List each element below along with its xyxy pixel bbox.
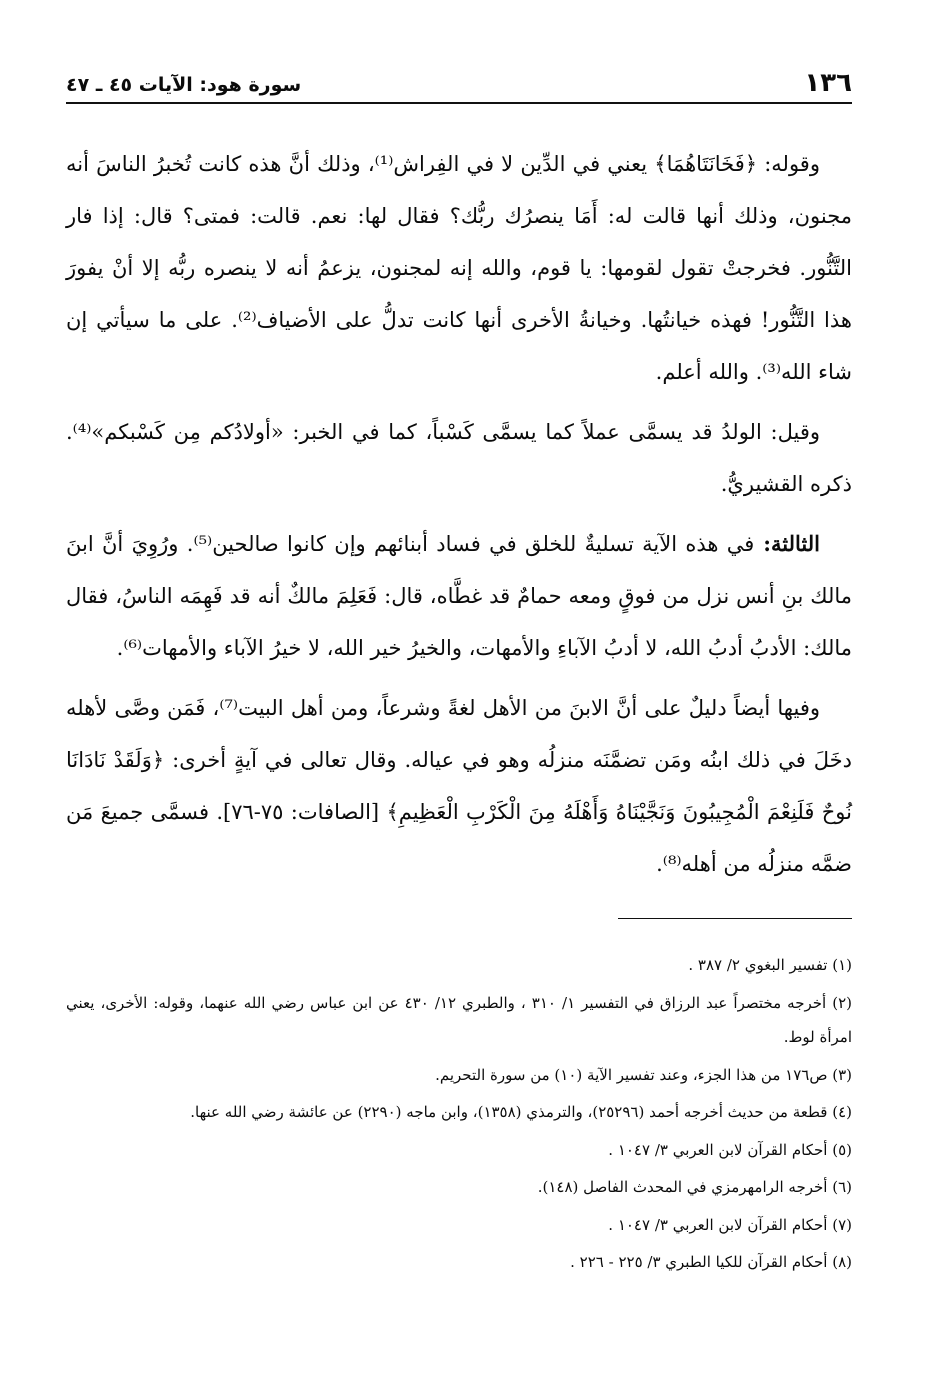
paragraph-text: وفيها أيضاً دليلٌ على أنَّ الابنَ من الأهل لغةً وشرعاً، ومن أهل البيت⁽⁷⁾، فَمَن وصَّى لأهله دخَلَ في ذلك ابنُه ومَن تضمَّنَه منزلُه وهو في عياله. وقال تعالى في آيةٍ أخرى: ﴿وَلَقَدْ نَادَانَا نُوحٌ فَلَنِعْمَ الْمُجِيبُونَ وَنَجَّيْنَاهُ وَأَهْلَهُ مِنَ الْكَرْبِ الْعَظِيمِ﴾ [الصافات: ٧٥-٧٦]. فسمَّى جميعَ مَن ضمَّه منزلُه من أهله⁽⁸⁾. (66, 696, 852, 876)
paragraph (66, 682, 852, 890)
running-header (66, 62, 852, 104)
footnotes (66, 948, 852, 1283)
paragraph (66, 518, 852, 674)
footnote-divider (618, 918, 852, 919)
footnote: (٨) أحكام القرآن للكيا الطبري ٣/ ٢٢٥ - ٢٢٦ . (570, 1253, 852, 1271)
paragraph-text: في هذه الآية تسليةٌ للخلق في فساد أبنائهم وإن كانوا صالحين⁽⁵⁾. ورُوِيَ أنَّ ابنَ مالك بنِ أنس نزل من فوقٍ ومعه حمامٌ قد غطَّاه، قال: فَعَلِمَ مالكٌ أنه قد فَهِمَه الناسُ، فقال مالك: الأدبُ أدبُ الله، لا أدبُ الآباءِ والأمهات، والخيرُ خير الله، لا خيرُ الآباء والأمهات⁽⁶⁾. (66, 532, 852, 660)
footnote: (٤) قطعة من حديث أخرجه أحمد (٢٥٢٩٦)، والترمذي (١٣٥٨)، وابن ماجه (٢٢٩٠) عن عائشة رضي الله عنها. (190, 1103, 852, 1121)
paragraph (66, 406, 852, 510)
footnote: (٧) أحكام القرآن لابن العربي ٣/ ١٠٤٧ . (608, 1215, 852, 1234)
paragraph (66, 138, 852, 398)
paragraph-lead: الثالثة: (754, 531, 821, 556)
footnote: (٥) أحكام القرآن لابن العربي ٣/ ١٠٤٧ . (608, 1140, 852, 1159)
paragraph-text: وقيل: الولدُ قد يسمَّى عملاً كما يسمَّى كَسْباً، كما في الخبر: «أولادُكم مِن كَسْبكم»⁽⁴⁾. ذكره القشيريُّ. (66, 420, 852, 496)
footnote: (٣) ص١٧٦ من هذا الجزء، وعند تفسير الآية (١٠) من سورة التحريم. (435, 1065, 852, 1084)
footnote: (٦) أخرجه الرامهرمزي في المحدث الفاصل (١٤٨). (537, 1178, 852, 1196)
page-number: ١٣٦ (804, 68, 852, 98)
surah-title: سورة هود: الآيات ٤٥ ـ ٤٧ (66, 74, 302, 96)
footnote: (٢) أخرجه مختصراً عبد الرزاق في التفسير ١/ ٣١٠ ، والطبري ١٢/ ٤٣٠ عن ابن عباس رضي الله عنهما، وقوله: الأخرى، يعني امرأة لوط. (66, 993, 852, 1046)
footnote: (١) تفسير البغوي ٢/ ٣٨٧ . (688, 956, 852, 974)
main-text (66, 138, 852, 898)
paragraph-text: وقوله: ﴿فَخَانَتَاهُمَا﴾ يعني في الدِّين لا في الفِراش⁽¹⁾، وذلك أنَّ هذه كانت تُخبرُ الناسَ أنه مجنون، وذلك أنها قالت له: أَمَا ينصرُك ربُّك؟ فقال لها: نعم. قالت: فمتى؟ قال: إذا فار التَّنُّور. فخرجتْ تقول لقومها: يا قوم، والله إنه لمجنون، يزعمُ أنه لا ينصره ربُّه إلا أنْ يفورَ هذا التَّنُّور! فهذه خيانتُها. وخيانةُ الأخرى أنها كانت تدلُّ على الأضياف⁽²⁾. على ما سيأتي إن شاء الله⁽³⁾. والله أعلم. (66, 152, 853, 384)
